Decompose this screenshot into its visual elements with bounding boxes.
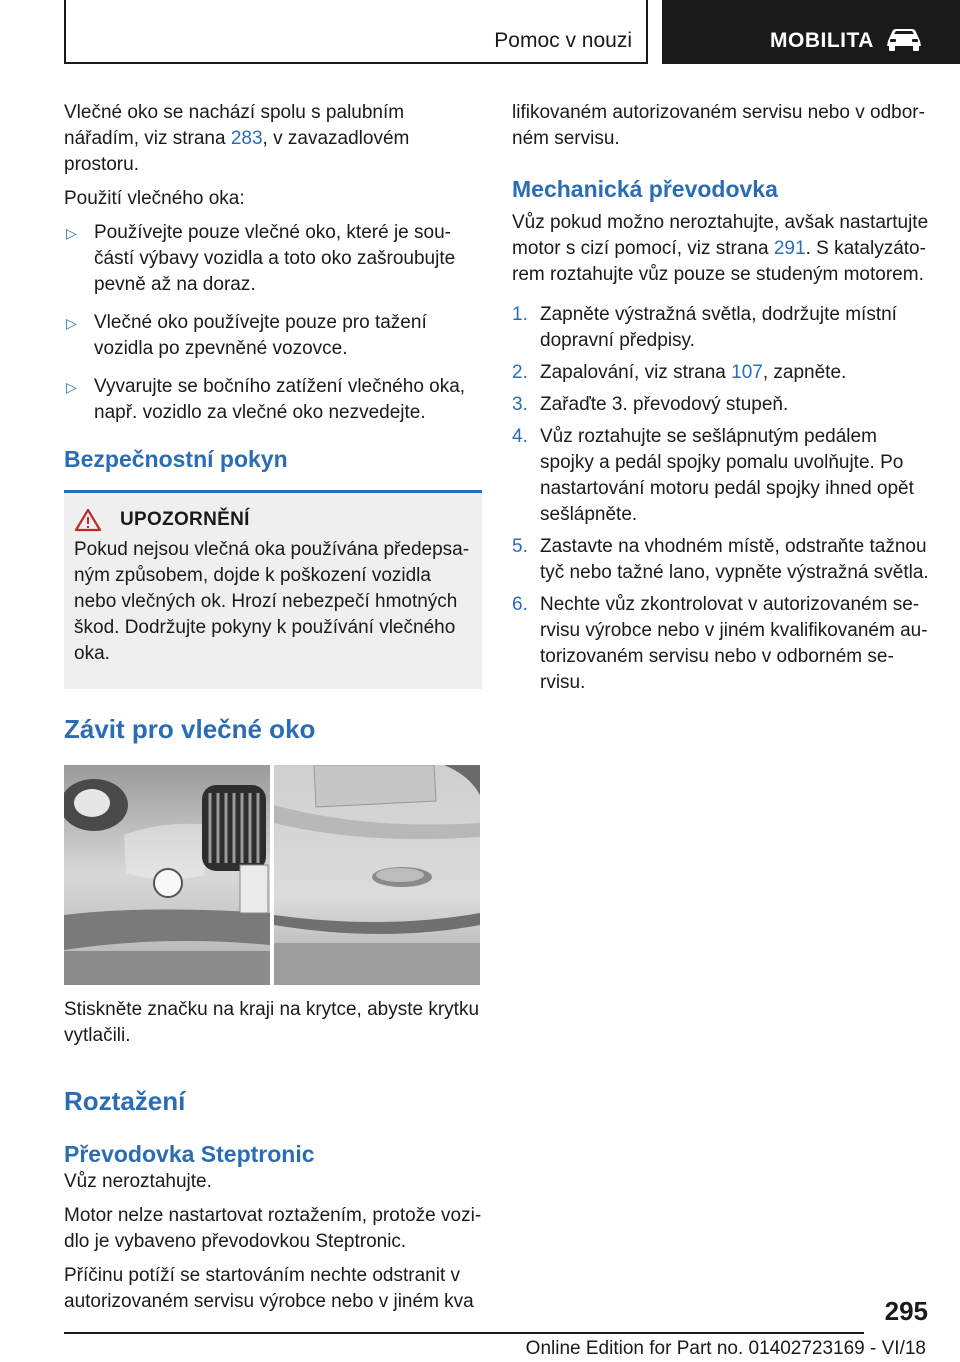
bullet-item bbox=[64, 310, 482, 362]
bullet-triangle-icon: ▷ bbox=[66, 379, 77, 395]
safety-heading: Bezpečnostní pokyn bbox=[64, 446, 288, 472]
step-number: 6. bbox=[512, 594, 528, 615]
intro-text: Vlečné oko se nachází spolu s palubním nářadím, viz strana bbox=[64, 102, 405, 149]
step-number: 3. bbox=[512, 394, 528, 415]
right-column bbox=[512, 100, 930, 702]
step-text: Vůz roztahujte se sešlápnutým pedálem spojky a pedál spojky pomalu uvolňujte. Po nastartování motoru pedál spojky ihned opět sešlápněte. bbox=[540, 426, 914, 525]
bullet-text: Vyvarujte se bočního zatížení vlečného oka, např. vozidlo za vlečné oko nezvedejte. bbox=[94, 376, 466, 423]
numbered-step bbox=[512, 534, 930, 586]
manual-intro bbox=[512, 210, 930, 288]
tow-start-heading: Roztažení bbox=[64, 1086, 186, 1116]
step-text: Nechte vůz zkontrolovat v autorizovaném servisu výrobce nebo v jiném kvalifikovaném autorizovaném servisu nebo v odborném servisu. bbox=[540, 594, 928, 693]
warning-text: Pokud nejsou vlečná oka používána předepsaným způsobem, dojde k poškození vozidla nebo vlečných ok. Hrozí nebezpečí hmotných škod. Dodržujte pokyny k používání vlečného oka. bbox=[74, 539, 470, 664]
header-section-box bbox=[64, 0, 648, 64]
step-number: 4. bbox=[512, 426, 528, 447]
steptronic-heading: Převodovka Steptronic bbox=[64, 1141, 315, 1167]
step-text-end: , zapněte. bbox=[762, 362, 847, 383]
numbered-step bbox=[512, 392, 930, 418]
bullet-text: Vlečné oko používejte pouze pro tažení vozidla po zpevněné vozovce. bbox=[94, 312, 427, 359]
header-chapter-label: MOBILITA bbox=[770, 29, 874, 52]
thread-heading: Závit pro vlečné oko bbox=[64, 714, 316, 744]
left-column bbox=[64, 100, 482, 1323]
warning-triangle-icon bbox=[74, 508, 102, 532]
step-text: Zapněte výstražná světla, dodržujte místní dopravní předpisy. bbox=[540, 304, 897, 351]
photo-caption: Stiskněte značku na kraji na krytce, abyste krytku vytlačili. bbox=[64, 999, 480, 1046]
steptronic-text-2: Motor nelze nastartovat roztažením, protože vozidlo je vybaveno převodovkou Steptronic. bbox=[64, 1205, 482, 1252]
car-icon bbox=[884, 26, 924, 52]
step-number: 5. bbox=[512, 536, 528, 557]
numbered-step bbox=[512, 360, 930, 386]
warning-box bbox=[64, 493, 482, 689]
step-text: Zařaďte 3. převodový stupeň. bbox=[540, 394, 789, 415]
bullet-item bbox=[64, 220, 482, 298]
manual-intro-text-end: . S katalyzátorem roztahujte vůz pouze se studeným motorem. bbox=[512, 238, 926, 285]
bullet-text: Používejte pouze vlečné oko, které je součástí výbavy vozidla a toto oko zašroubujte pevně až na doraz. bbox=[94, 222, 456, 295]
steptronic-text-3: Příčinu potíží se startováním nechte odstranit v autorizovaném servisu výrobce nebo v jiném kva bbox=[64, 1265, 474, 1312]
bullet-item bbox=[64, 374, 482, 426]
footer-edition: Online Edition for Part no. 01402723169 - VI/18 bbox=[525, 1338, 926, 1359]
continued-text: lifikovaném autorizovaném servisu nebo v odborném servisu. bbox=[512, 102, 925, 149]
bumper-photo bbox=[64, 765, 480, 985]
numbered-step bbox=[512, 302, 930, 354]
step-text: Zastavte na vhodném místě, odstraňte tažnou tyč nebo tažné lano, vypněte výstražná světla. bbox=[540, 536, 929, 583]
header-chapter-tab[interactable] bbox=[662, 0, 960, 64]
warning-title: UPOZORNĚNÍ bbox=[120, 509, 250, 530]
footer-rule bbox=[64, 1332, 864, 1334]
bullet-triangle-icon: ▷ bbox=[66, 315, 77, 331]
page-reference-link[interactable]: 291 bbox=[773, 238, 806, 259]
bullet-triangle-icon: ▷ bbox=[66, 225, 77, 241]
intro-paragraph bbox=[64, 100, 482, 178]
intro-text-end: , v zavazadlovém prostoru. bbox=[64, 128, 410, 175]
usage-label: Použití vlečného oka: bbox=[64, 188, 245, 209]
header-section-title: Pomoc v nouzi bbox=[494, 29, 632, 52]
step-number: 2. bbox=[512, 362, 528, 383]
step-text: Zapalování, viz strana bbox=[540, 362, 732, 383]
numbered-step bbox=[512, 424, 930, 528]
step-number: 1. bbox=[512, 304, 528, 325]
manual-intro-text: Vůz pokud možno neroztahujte, avšak nastartujte motor s cizí pomocí, viz strana bbox=[512, 212, 929, 259]
page-reference-link[interactable]: 107 bbox=[731, 362, 763, 383]
page-number: 295 bbox=[884, 1296, 928, 1326]
numbered-step bbox=[512, 592, 930, 696]
steptronic-text-1: Vůz neroztahujte. bbox=[64, 1171, 212, 1192]
page-reference-link[interactable]: 283 bbox=[230, 128, 263, 149]
manual-gearbox-heading: Mechanická převodovka bbox=[512, 176, 778, 202]
